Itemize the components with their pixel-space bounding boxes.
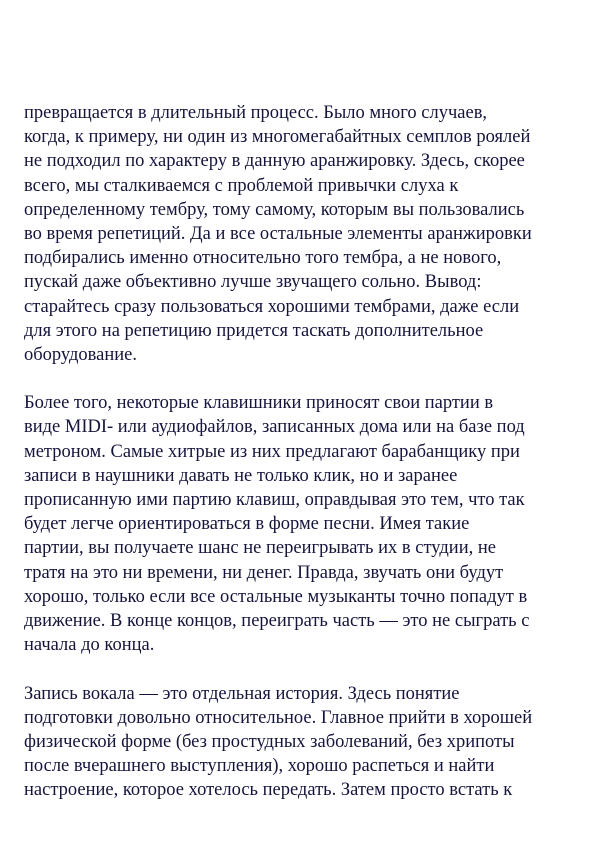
text-line: настроение, которое хотелось передать. Затем просто встать к: [24, 780, 513, 801]
text-line: определенному тембру, тому самому, которым вы пользовались: [24, 199, 525, 220]
text-line: будет легче ориентироваться в форме песни. Имея такие: [24, 514, 470, 535]
text-line: виде MIDI- или аудиофайлов, записанных дома или на базе под: [24, 417, 525, 438]
text-line: хорошо, только если все остальные музыканты точно попадут в: [24, 586, 528, 607]
text-line: после вчерашнего выступления), хорошо распеться и найти: [24, 756, 495, 777]
text-line: когда, к примеру, ни один из многомегабайтных семплов роялей: [24, 127, 531, 148]
text-line: тратя на это ни времени, ни денег. Правда, звучать они будут: [24, 562, 504, 583]
text-line: подбирались именно относительно того тембра, а не нового,: [24, 248, 502, 269]
text-line: Запись вокала — это отдельная история. Здесь понятие: [24, 683, 460, 704]
text-line: партии, вы получаете шанс не переигрывать их в студии, не: [24, 538, 496, 559]
text-line: записи в наушники давать не только клик, но и заранее: [24, 465, 458, 486]
text-line: оборудование.: [24, 344, 138, 365]
body-text: [24, 101, 579, 802]
text-line: движение. В конце концов, переиграть часть — это не сыграть с: [24, 610, 530, 631]
text-line: Более того, некоторые клавишники приносят свои партии в: [24, 393, 494, 414]
text-line: во время репетиций. Да и все остальные элементы аранжировки: [24, 223, 532, 244]
paragraph-2: [24, 391, 579, 657]
text-line: физической форме (без простудных заболеваний, без хрипоты: [24, 731, 515, 752]
text-line: пускай даже объективно лучше звучащего сольно. Вывод:: [24, 272, 482, 293]
paragraph-3: [24, 682, 579, 803]
text-line: не подходил по характеру в данную аранжировку. Здесь, скорее: [24, 151, 525, 172]
paragraph-1: [24, 101, 579, 367]
text-line: превращается в длительный процесс. Было много случаев,: [24, 103, 488, 123]
text-line: для этого на репетицию придется таскать дополнительное: [24, 320, 484, 341]
text-line: всего, мы сталкиваемся с проблемой привычки слуха к: [24, 175, 459, 196]
text-line: прописанную ими партию клавиш, оправдывая это тем, что так: [24, 490, 525, 510]
text-line: метроном. Самые хитрые из них предлагают барабанщику при: [24, 441, 520, 462]
text-line: подготовки довольно относительное. Главное прийти в хорошей: [24, 707, 533, 728]
text-line: начала до конца.: [24, 635, 155, 656]
text-line: старайтесь сразу пользоваться хорошими тембрами, даже если: [24, 296, 520, 317]
